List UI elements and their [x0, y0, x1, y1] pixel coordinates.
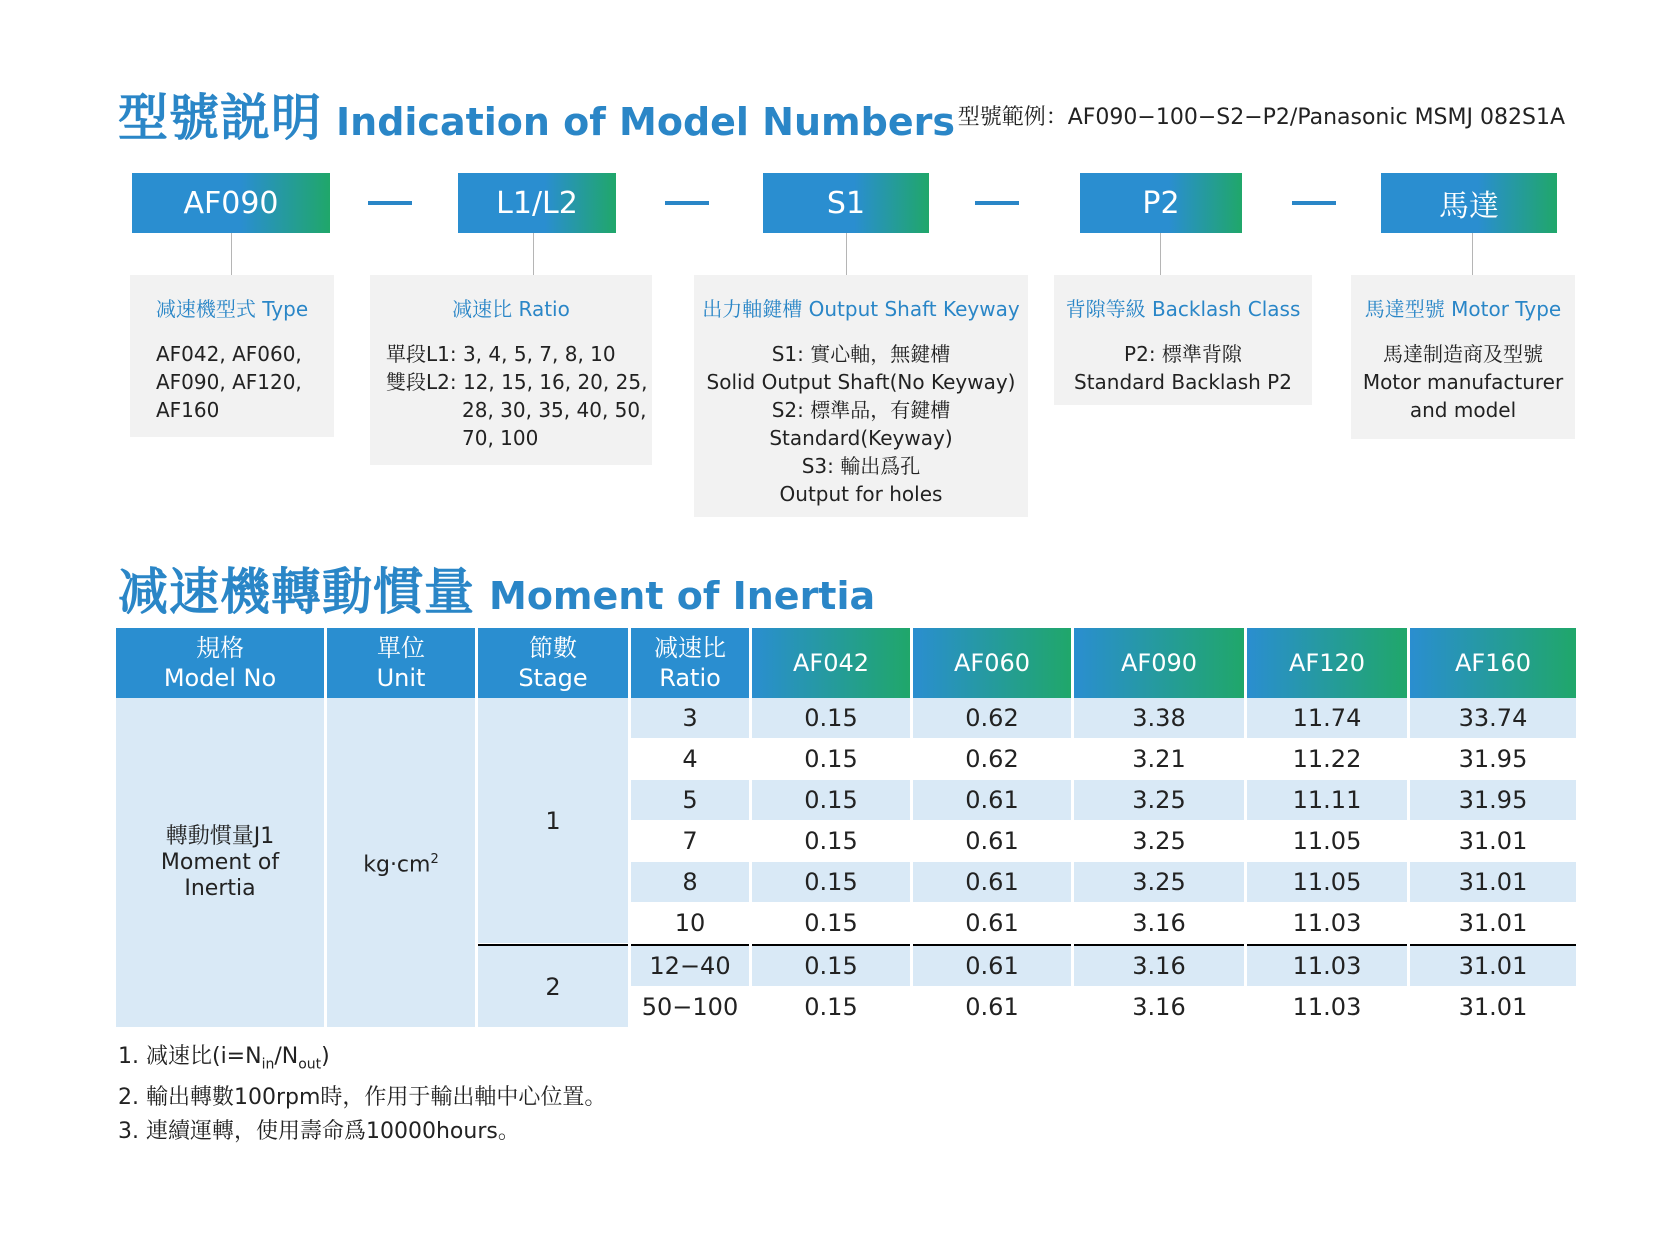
header-en: Ratio [659, 664, 721, 692]
desc-panel-motor [1351, 275, 1575, 439]
footnotes [118, 1040, 606, 1149]
header-cn: 規格 [196, 634, 244, 662]
connector-line [533, 233, 534, 275]
desc-line: 馬達制造商及型號 [1383, 342, 1543, 366]
row-label-cn: 轉動慣量J1 [165, 823, 275, 849]
separator-dash [975, 201, 1019, 205]
desc-panel-type [130, 275, 334, 437]
ratio-cell: 8 [631, 862, 749, 903]
model-example: 型號範例：AF090−100−S2−P2/Panasonic MSMJ 082S1A [957, 105, 1565, 130]
desc-line: AF090, AF120, [156, 370, 302, 394]
ratio-cell: 4 [631, 739, 749, 780]
desc-title: 出力軸鍵槽 Output Shaft Keyway [702, 297, 1020, 321]
value-cell: 0.15 [752, 987, 910, 1028]
connector-line [231, 233, 232, 275]
value-cell: 3.38 [1074, 698, 1244, 739]
value-cell: 3.16 [1074, 903, 1244, 944]
note-text: 1. 减速比(i=N [118, 1044, 262, 1069]
header-en: Stage [518, 664, 588, 692]
code-box-keyway: S1 [763, 173, 929, 233]
desc-line: 單段L1: 3, 4, 5, 7, 8, 10 [386, 342, 616, 366]
value-cell: 0.15 [752, 821, 910, 862]
code-box-motor: 馬達 [1381, 173, 1557, 233]
table-header-row [116, 628, 1576, 698]
desc-panel-keyway [694, 275, 1028, 517]
separator-dash [1292, 201, 1336, 205]
value-cell: 0.15 [752, 739, 910, 780]
ratio-cell: 7 [631, 821, 749, 862]
note-text: ) [321, 1044, 330, 1069]
section-title-cn: 型號説明 [118, 89, 322, 147]
desc-body [370, 340, 652, 452]
header-cn: 减速比 [654, 634, 726, 662]
ratio-cell: 5 [631, 780, 749, 821]
value-cell: 3.25 [1074, 821, 1244, 862]
desc-line: S2: 標準品，有鍵槽 [771, 398, 951, 422]
unit-cell [327, 698, 475, 1028]
desc-line: Output for holes [779, 482, 943, 506]
value-cell: 11.03 [1247, 987, 1407, 1028]
code-box-type: AF090 [132, 173, 330, 233]
desc-body [1054, 340, 1312, 396]
connector-line [1472, 233, 1473, 275]
desc-line: Solid Output Shaft(No Keyway) [706, 370, 1016, 394]
header-af160: AF160 [1410, 628, 1576, 698]
value-cell: 11.05 [1247, 821, 1407, 862]
header-af042: AF042 [752, 628, 910, 698]
value-cell: 31.01 [1410, 821, 1576, 862]
value-cell: 0.61 [913, 821, 1071, 862]
section-title-inertia [118, 552, 875, 624]
value-cell: 0.61 [913, 780, 1071, 821]
section-title-model-numbers [118, 78, 955, 150]
desc-line: AF042, AF060, [156, 342, 302, 366]
value-cell: 3.21 [1074, 739, 1244, 780]
desc-line: P2: 標準背隙 [1124, 342, 1242, 366]
value-cell: 0.15 [752, 862, 910, 903]
header-stage [478, 628, 628, 698]
connector-line [1160, 233, 1161, 275]
ratio-cell: 10 [631, 903, 749, 944]
value-cell: 3.16 [1074, 944, 1244, 987]
value-cell: 0.61 [913, 862, 1071, 903]
desc-panel-ratio [370, 275, 652, 465]
value-cell: 11.03 [1247, 944, 1407, 987]
value-cell: 31.01 [1410, 862, 1576, 903]
header-af060: AF060 [913, 628, 1071, 698]
desc-line: AF160 [156, 398, 220, 422]
ratio-cell: 12−40 [631, 944, 749, 987]
header-en: Unit [376, 664, 426, 692]
note-sub: in [261, 1056, 275, 1073]
header-ratio [631, 628, 749, 698]
value-cell: 31.01 [1410, 944, 1576, 987]
header-unit [327, 628, 475, 698]
connector-line [846, 233, 847, 275]
stage-cell-1: 1 [478, 698, 628, 944]
ratio-cell: 50−100 [631, 987, 749, 1028]
desc-body [130, 340, 334, 424]
value-cell: 33.74 [1410, 698, 1576, 739]
code-box-backlash: P2 [1080, 173, 1242, 233]
value-cell: 0.62 [913, 698, 1071, 739]
value-cell: 31.95 [1410, 739, 1576, 780]
header-en: Model No [163, 664, 277, 692]
note-sub: out [298, 1056, 322, 1073]
desc-panel-backlash [1054, 275, 1312, 405]
desc-body [694, 340, 1028, 508]
value-cell: 0.15 [752, 780, 910, 821]
value-cell: 0.15 [752, 698, 910, 739]
row-label-en: Inertia [184, 875, 256, 901]
value-cell: 3.25 [1074, 780, 1244, 821]
section-title-cn: 减速機轉動慣量 [118, 563, 475, 621]
value-cell: 31.01 [1410, 903, 1576, 944]
desc-line: 70, 100 [462, 426, 539, 450]
footnote-3: 3. 連續運轉，使用壽命爲10000hours。 [118, 1119, 520, 1145]
value-cell: 0.61 [913, 903, 1071, 944]
value-cell: 0.62 [913, 739, 1071, 780]
desc-line: 雙段L2: 12, 15, 16, 20, 25, [386, 370, 648, 394]
desc-body [1351, 340, 1575, 424]
value-cell: 0.61 [913, 944, 1071, 987]
desc-title: 减速機型式 Type [155, 297, 309, 321]
value-cell: 3.25 [1074, 862, 1244, 903]
table-row [116, 698, 1576, 739]
header-model [116, 628, 324, 698]
section-title-en: Indication of Model Numbers [336, 100, 955, 144]
note-text: /N [274, 1044, 299, 1069]
unit-superscript: 2 [430, 851, 439, 867]
desc-line: 28, 30, 35, 40, 50, [462, 398, 647, 422]
desc-line: Motor manufacturer [1362, 370, 1564, 394]
footnote-2: 2. 輸出轉數100rpm時，作用于輸出軸中心位置。 [118, 1085, 607, 1111]
header-af120: AF120 [1247, 628, 1407, 698]
value-cell: 11.05 [1247, 862, 1407, 903]
value-cell: 3.16 [1074, 987, 1244, 1028]
desc-title: 背隙等級 Backlash Class [1065, 297, 1301, 321]
row-label-cell [116, 698, 324, 1028]
stage-cell-2: 2 [478, 944, 628, 1028]
desc-line: S1: 實心軸，無鍵槽 [771, 342, 951, 366]
separator-dash [665, 201, 709, 205]
value-cell: 11.74 [1247, 698, 1407, 739]
header-af090: AF090 [1074, 628, 1244, 698]
value-cell: 11.11 [1247, 780, 1407, 821]
code-box-ratio: L1/L2 [458, 173, 616, 233]
desc-line: Standard(Keyway) [769, 426, 953, 450]
value-cell: 0.15 [752, 944, 910, 987]
footnote-1 [118, 1040, 606, 1081]
value-cell: 0.15 [752, 903, 910, 944]
section-title-en: Moment of Inertia [489, 574, 876, 618]
separator-dash [368, 201, 412, 205]
desc-title: 馬達型號 Motor Type [1364, 297, 1562, 321]
value-cell: 0.61 [913, 987, 1071, 1028]
value-cell: 11.03 [1247, 903, 1407, 944]
desc-line: Standard Backlash P2 [1074, 370, 1292, 394]
value-cell: 31.95 [1410, 780, 1576, 821]
value-cell: 31.01 [1410, 987, 1576, 1028]
inertia-table [113, 628, 1579, 1028]
desc-line: and model [1409, 398, 1517, 422]
desc-line: S3: 輸出爲孔 [801, 454, 921, 478]
header-cn: 節數 [529, 634, 577, 662]
header-cn: 單位 [377, 634, 425, 662]
row-label-en: Moment of [160, 849, 280, 875]
ratio-cell: 3 [631, 698, 749, 739]
unit-text: kg·cm [363, 852, 431, 878]
value-cell: 11.22 [1247, 739, 1407, 780]
desc-title: 减速比 Ratio [452, 297, 570, 321]
